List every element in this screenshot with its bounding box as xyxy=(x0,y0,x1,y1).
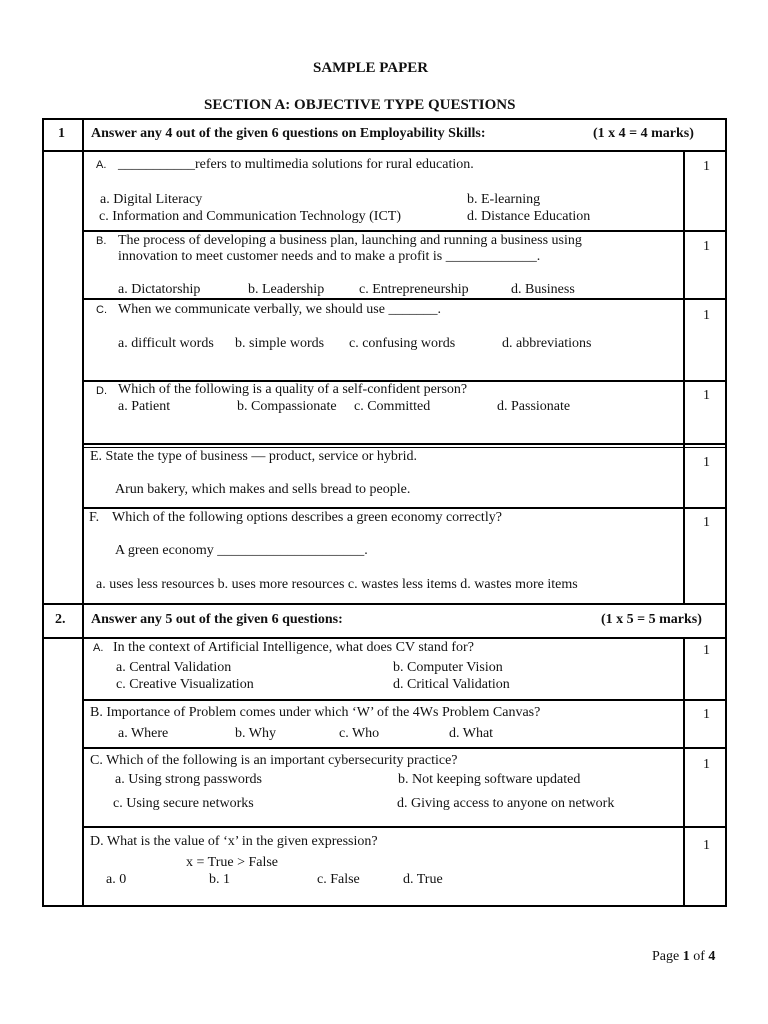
question-text: E. State the type of business — product, service or hybrid. xyxy=(90,449,417,464)
item-label: F. xyxy=(89,510,100,525)
option-a: a. Central Validation xyxy=(116,660,232,675)
option-c: c. Creative Visualization xyxy=(116,677,254,692)
option-b: b. Not keeping software updated xyxy=(398,772,581,787)
item-label: B. xyxy=(96,235,107,247)
option-c: c. Information and Communication Technology (ICT) xyxy=(99,209,402,224)
q2-number: 2. xyxy=(55,612,66,627)
question-text: B. Importance of Problem comes under which ‘W’ of the 4Ws Problem Canvas? xyxy=(90,705,541,720)
mark: 1 xyxy=(703,515,710,530)
item-label: D. xyxy=(96,385,107,397)
question-text: C. Which of the following is an important cybersecurity practice? xyxy=(90,753,458,768)
page-current: 1 xyxy=(682,949,690,964)
mark: 1 xyxy=(703,159,710,174)
option-c: c. Who xyxy=(339,726,380,741)
q1-marks: (1 x 4 = 4 marks) xyxy=(593,126,694,141)
option-c: c. Committed xyxy=(354,399,431,414)
item-label: A. xyxy=(96,159,107,171)
mark: 1 xyxy=(703,643,710,658)
mark: 1 xyxy=(703,838,710,853)
option-d: d. True xyxy=(403,872,443,887)
option-d: d. abbreviations xyxy=(502,336,592,351)
item-label: C. xyxy=(96,304,107,316)
question-sub: Arun bakery, which makes and sells bread to people. xyxy=(115,482,411,497)
q2-instruction: Answer any 5 out of the given 6 questions: xyxy=(91,612,343,627)
option-b: b. simple words xyxy=(235,336,325,351)
option-b: b. 1 xyxy=(209,872,230,887)
q2-marks: (1 x 5 = 5 marks) xyxy=(601,612,702,627)
option-a: a. Digital Literacy xyxy=(100,192,203,207)
option-a: a. Patient xyxy=(118,399,171,414)
question-text: When we communicate verbally, we should use _______. xyxy=(118,302,441,317)
page-title: SAMPLE PAPER xyxy=(313,60,429,76)
question-sub: A green economy _____________________. xyxy=(115,543,368,558)
option-d: d. Critical Validation xyxy=(393,677,510,692)
mark: 1 xyxy=(703,388,710,403)
question-text: D. What is the value of ‘x’ in the given expression? xyxy=(90,834,378,849)
option-c: c. Entrepreneurship xyxy=(359,282,469,297)
question-text: Which of the following is a quality of a self-confident person? xyxy=(118,382,468,397)
option-c: c. confusing words xyxy=(349,336,456,351)
option-d: d. What xyxy=(449,726,494,741)
q1-number: 1 xyxy=(58,126,65,141)
page-of: of xyxy=(689,949,709,964)
option-a: a. difficult words xyxy=(118,336,214,351)
mark: 1 xyxy=(703,239,710,254)
mark: 1 xyxy=(703,455,710,470)
page-number xyxy=(652,949,715,965)
expression: x = True > False xyxy=(186,855,279,870)
question-text: Which of the following options describes a green economy correctly? xyxy=(112,510,502,525)
option-c: c. Using secure networks xyxy=(113,796,254,811)
mark: 1 xyxy=(703,707,710,722)
question-text-line1: The process of developing a business plan, launching and running a business using xyxy=(118,233,582,248)
option-b: b. Compassionate xyxy=(237,399,337,414)
option-d: d. Distance Education xyxy=(467,209,591,224)
question-text: In the context of Artificial Intelligence, what does CV stand for? xyxy=(113,640,474,655)
option-a: a. Using strong passwords xyxy=(115,772,262,787)
option-b: b. Leadership xyxy=(248,282,325,297)
item-label: A. xyxy=(93,642,104,654)
option-b: b. Computer Vision xyxy=(393,660,503,675)
q1-instruction: Answer any 4 out of the given 6 questions on Employability Skills: xyxy=(91,126,486,141)
options: a. uses less resources b. uses more resources c. wastes less items d. wastes more items xyxy=(96,577,578,592)
option-b: b. Why xyxy=(235,726,276,741)
page-total: 4 xyxy=(708,949,716,964)
option-a: a. Dictatorship xyxy=(118,282,201,297)
section-title: SECTION A: OBJECTIVE TYPE QUESTIONS xyxy=(204,97,516,113)
question-text-line2: innovation to meet customer needs and to make a profit is _____________. xyxy=(118,249,541,264)
page-prefix: Page xyxy=(652,949,683,964)
mark: 1 xyxy=(703,308,710,323)
mark: 1 xyxy=(703,757,710,772)
option-b: b. E-learning xyxy=(467,192,541,207)
question-text: ___________refers to multimedia solutions for rural education. xyxy=(118,157,474,172)
option-a: a. Where xyxy=(118,726,169,741)
option-c: c. False xyxy=(317,872,360,887)
option-d: d. Passionate xyxy=(497,399,571,414)
option-a: a. 0 xyxy=(106,872,127,887)
option-d: d. Giving access to anyone on network xyxy=(397,796,615,811)
option-d: d. Business xyxy=(511,282,575,297)
